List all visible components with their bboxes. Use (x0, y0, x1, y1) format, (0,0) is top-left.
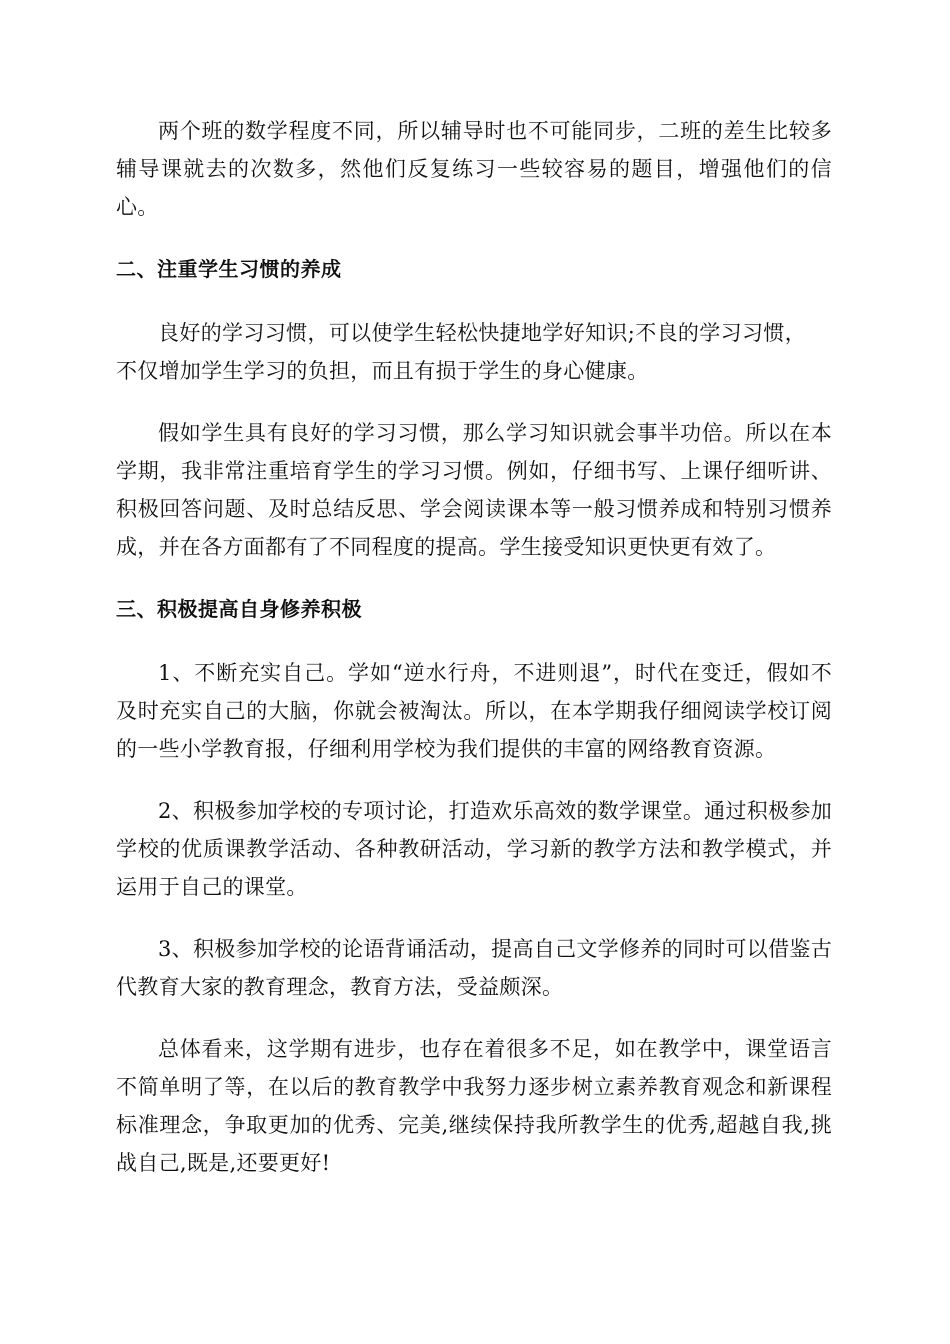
paragraph-good-habits: 良好的学习习惯，可以使学生轻松快捷地学好知识;不良的学习习惯，不仅增加学生学习的负担，而且有损于学生的身心健康。 (116, 321, 806, 383)
paragraph-habit-cultivation: 假如学生具有良好的学习习惯，那么学习知识就会事半功倍。所以在本学期，我非常注重培育学生的学习习惯。例如，仔细书写、上课仔细听讲、积极回答问题、及时总结反思、学会阅读课本等一般习惯养成和特别习惯养成，并在各方面都有了不同程度的提高。学生接受知识更快更有效了。 (116, 421, 832, 559)
paragraph-continuous-learning: 1、不断充实自己。学如“逆水行舟，不进则退”，时代在变迁，假如不及时充实自己的大脑，你就会被淘汰。所以，在本学期我仔细阅读学校订阅的一些小学教育报，仔细利用学校为我们提供的丰富的网络教育资源。 (116, 661, 832, 761)
paragraph-class-tutoring: 两个班的数学程度不同，所以辅导时也不可能同步，二班的差生比较多辅导课就去的次数多，然他们反复练习一些较容易的题目，增强他们的信心。 (116, 119, 832, 219)
heading-self-improvement: 三、积极提高自身修养积极 (116, 597, 362, 621)
paragraph-teaching-research: 2、积极参加学校的专项讨论，打造欢乐高效的数学课堂。通过积极参加学校的优质课教学活动、各种教研活动，学习新的教学方法和教学模式，并运用于自己的课堂。 (116, 799, 832, 899)
heading-study-habits: 二、注重学生习惯的养成 (116, 257, 342, 281)
document-body (116, 112, 832, 1206)
paragraph-summary: 总体看来，这学期有进步，也存在着很多不足，如在教学中，课堂语言不简单明了等，在以后的教育教学中我努力逐步树立素养教育观念和新课程标准理念，争取更加的优秀、完美,继续保持我所教学生的优秀,超越自我,挑战自己,既是,还要更好! (116, 1037, 832, 1175)
paragraph-analects-recitation: 3、积极参加学校的论语背诵活动，提高自己文学修养的同时可以借鉴古代教育大家的教育理念，教育方法，受益颇深。 (116, 937, 832, 999)
